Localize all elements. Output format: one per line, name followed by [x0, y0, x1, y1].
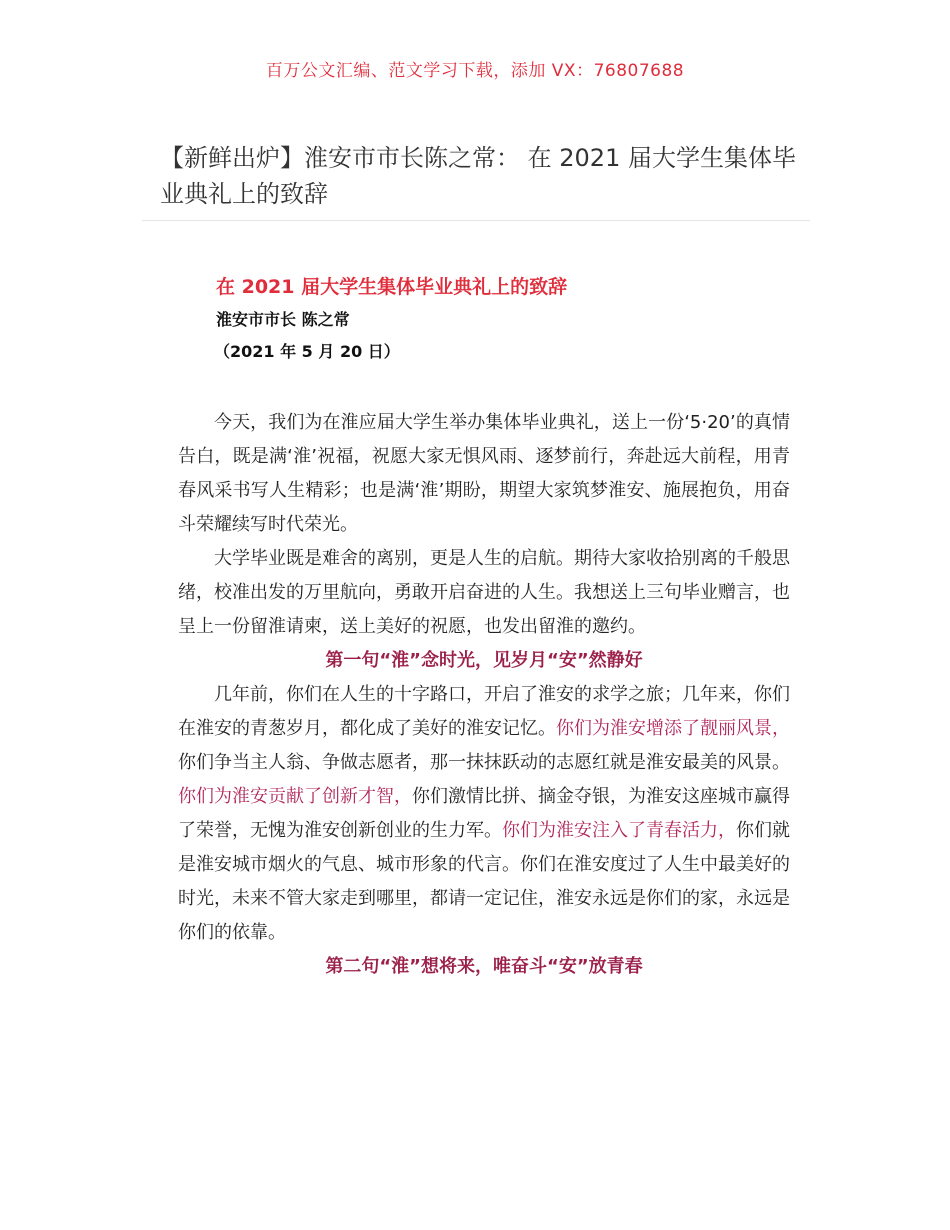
paragraph-3-text-4: 你们就是淮安城市烟火的气息、城市形象的代言。你们在淮安度过了人生中最美好的时光，未来不管大家走到哪里，都请一定记住，淮安永远是你们的家，永远是你们的依靠。 [178, 820, 790, 943]
article-title: 在 2021 届大学生集体毕业典礼上的致辞 [216, 276, 568, 298]
paragraph-3-highlight-2: 你们为淮安贡献了创新才智， [178, 786, 412, 807]
paragraph-2: 大学毕业既是难舍的离别，更是人生的启航。期待大家收拾别离的千般思绪，校准出发的万里航向，勇敢开启奋进的人生。我想送上三句毕业赠言，也呈上一份留淮请柬，送上美好的祝愿，也发出留淮的邀约。 [178, 548, 790, 637]
header-banner: 百万公文汇编、范文学习下载，添加 VX：76807688 [265, 61, 685, 81]
paragraph-3-highlight-1: 你们为淮安增添了靓丽风景， [556, 718, 790, 739]
paragraph-3-text-3: 你们激情比拼、摘金夺银，为淮安这座城市赢得了荣誉，无愧为淮安创新创业的生力军。 [178, 786, 790, 841]
paragraph-3-text-1: 几年前，你们在人生的十字路口，开启了淮安的求学之旅；几年来，你们在淮安的青葱岁月，都化成了美好的淮安记忆。 [178, 684, 790, 739]
article-author: 淮安市市长 陈之常 [216, 310, 350, 329]
article-body [178, 270, 790, 984]
paragraph-1: 今天，我们为在淮应届大学生举办集体毕业典礼，送上一份‘5·20’的真情告白，既是满‘淮’祝福，祝愿大家无惧风雨、逐梦前行，奔赴远大前程，用青春风采书写人生精彩；也是满‘淮’期盼，期望大家筑梦淮安、施展抱负，用奋斗荣耀续写时代荣光。 [178, 412, 790, 535]
title-divider [142, 220, 810, 221]
section-heading-2: 第二句“淮”想将来，唯奋斗“安”放青春 [325, 956, 643, 977]
document-title: 【新鲜出炉】淮安市市长陈之常： 在 2021 届大学生集体毕业典礼上的致辞 [160, 144, 796, 208]
section-heading-1: 第一句“淮”念时光，见岁月“安”然静好 [325, 650, 643, 671]
paragraph-3-highlight-3: 你们为淮安注入了青春活力， [502, 820, 736, 841]
paragraph-3 [178, 678, 790, 950]
paragraph-3-text-2: 你们争当主人翁、争做志愿者，那一抹抹跃动的志愿红就是淮安最美的风景。 [178, 752, 790, 773]
article-date: （2021 年 5 月 20 日） [214, 342, 400, 361]
